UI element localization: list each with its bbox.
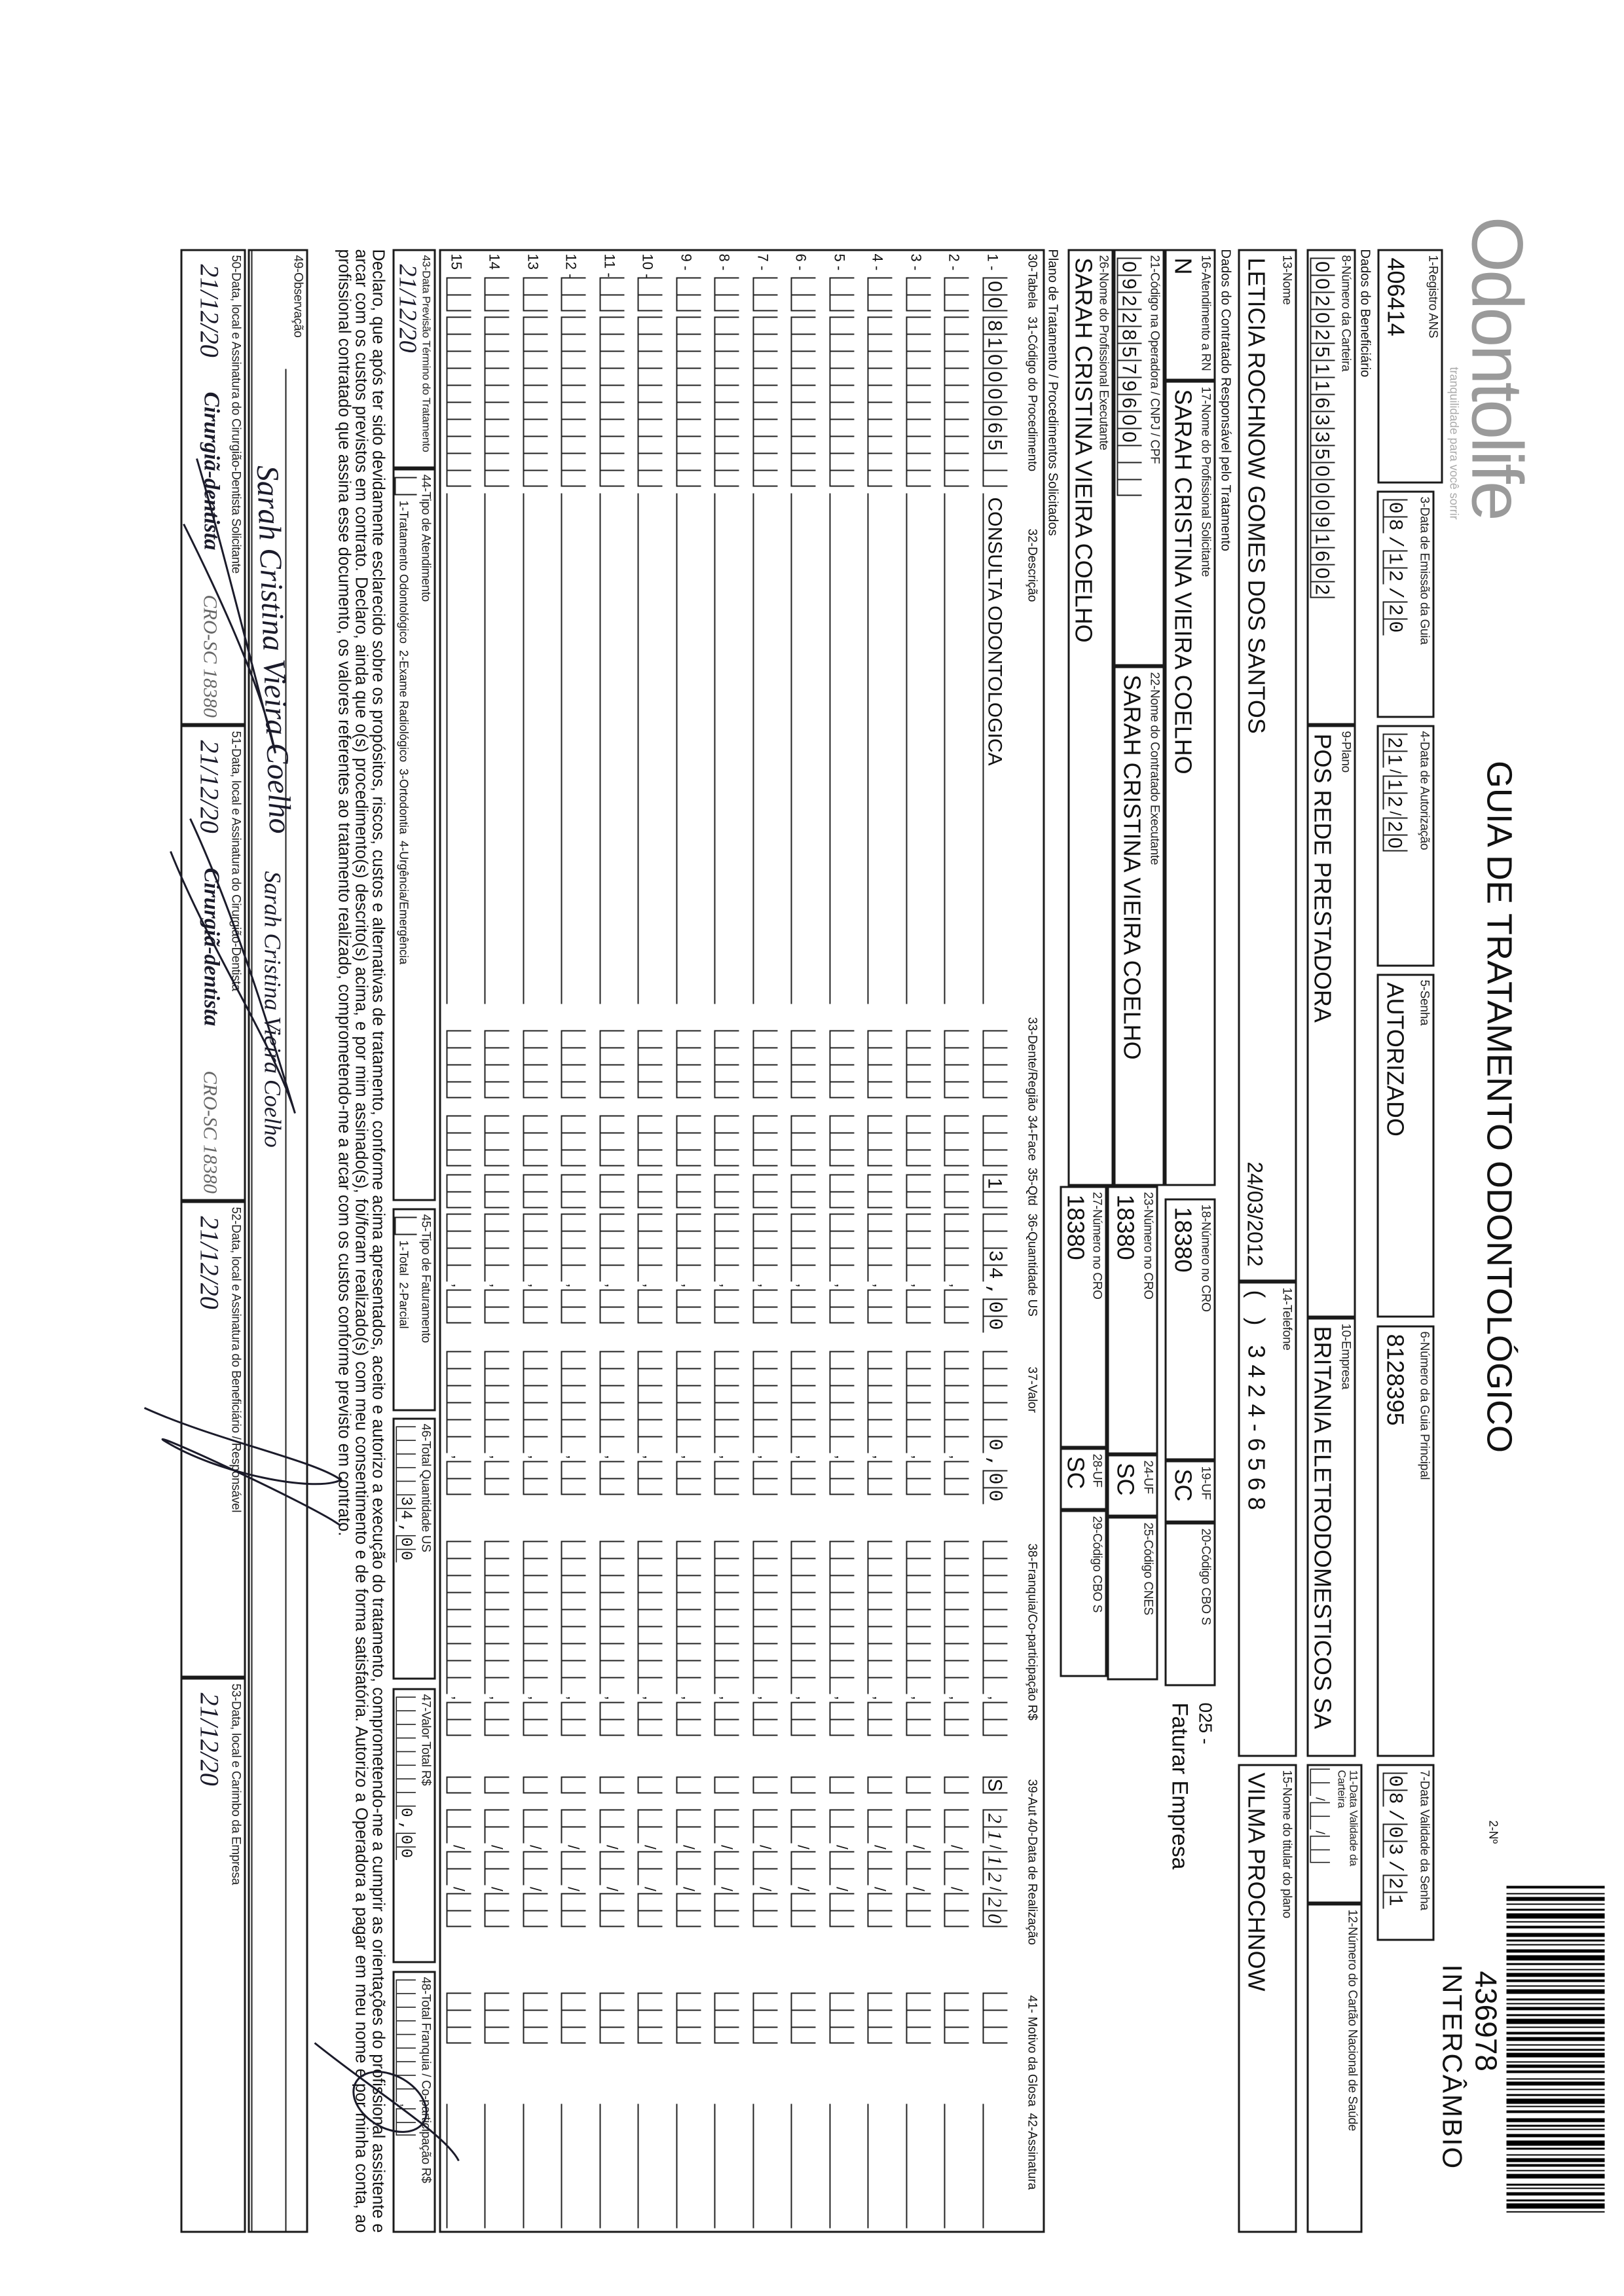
char-box: 2 — [982, 1809, 1007, 1826]
label: 48-Total Franquia / Co-participação R$ — [418, 1977, 432, 2183]
digit-value: 34,00 — [396, 1496, 414, 1565]
logo-text: Odontolife — [1456, 216, 1537, 519]
value: AUTORIZADO — [1382, 982, 1409, 1137]
digit-box: 5 — [1310, 445, 1335, 462]
char-box: , — [449, 1454, 467, 1459]
char-box: , — [717, 1283, 735, 1288]
char-box: / — [947, 1844, 965, 1850]
digit-box: 1 — [1310, 530, 1335, 547]
column-header: 40-Data de Realização — [1025, 1818, 1039, 1945]
digit-box: 2 — [1382, 733, 1407, 750]
char-box: , — [564, 1695, 582, 1700]
char-box: , — [602, 1283, 620, 1288]
digit-box: 0 — [1382, 834, 1407, 851]
char-box: 0 — [982, 350, 1007, 367]
char-box: 2 — [982, 1893, 1007, 1910]
label: 20-Código CBO S — [1198, 1528, 1212, 1625]
digit-box: 9 — [1116, 376, 1141, 393]
char-box: 1 — [982, 333, 1007, 350]
column-header: 34-Face — [1025, 1115, 1039, 1161]
char-box: / — [640, 1844, 659, 1850]
column-header: 36-Quantidade US — [1025, 1213, 1039, 1317]
char-box: , — [794, 1695, 812, 1700]
char-box: / — [526, 1886, 544, 1891]
char-box: , — [487, 1454, 506, 1459]
column-header: 37-Valor — [1025, 1366, 1039, 1413]
signature-stroke — [314, 2043, 458, 2160]
char-box: , — [909, 1695, 927, 1700]
char-box: , — [909, 1454, 927, 1459]
logo-tagline: tranquilidade para você sorrir — [1447, 367, 1460, 520]
char-box: / — [679, 1844, 697, 1850]
char-box: , — [526, 1454, 544, 1459]
page-title: GUIA DE TRATAMENTO ODONTOLÓGICO — [1479, 760, 1519, 1453]
billing-note: Faturar Empresa — [1167, 1702, 1192, 1870]
label: 51-Data, local e Assinatura do Cirurgião-Dentista — [229, 731, 242, 991]
birth-date: 24/03/2012 — [1243, 1161, 1266, 1266]
digit-box: 2 — [1116, 291, 1141, 308]
row-number: 6 - — [792, 253, 809, 270]
label: 13-Nome — [1280, 255, 1293, 305]
digit-box: 5 — [1116, 342, 1141, 359]
char-box: , — [832, 1695, 850, 1700]
char-box: , — [487, 1283, 506, 1288]
digit-value: 08/12/20 — [1383, 501, 1405, 638]
label: 3-Data de Emissão da Guia — [1417, 496, 1431, 644]
digit-box: 0 — [1116, 428, 1141, 445]
row-number: 8 - — [716, 253, 733, 270]
digit-box: 9 — [1310, 513, 1335, 530]
digit-box: 1 — [1310, 376, 1335, 393]
column-header: 32-Descrição — [1025, 528, 1039, 602]
digit-box: 0 — [1116, 410, 1141, 428]
handwritten-date: 21/12/20 — [194, 1692, 224, 1786]
declaration-text: Declaro, que após ter sido devidamente esclarecido sobre os propósitos, riscos, custos e alternativas de tratamento, conforme acima apresentados, aceito e autorizo a execução do tratamento, comprometendo-me a cumprir as orientações do profissional assistente e arcar com os custos previstos em contrato. Declaro, ainda que o(s) procedimento(s) descrito(s) acima, e por mim assinado(s), foi/foram realizado(s) com meu consentimento e de forma satisfatória. Autorizo a Operadora a pagar em meu nome e por minha conta, ao profissional contratado que assina esse documento, os valores referentes ao tratamento realizado, comprometendo-me a arcar com os custos conforme previsto em contrato. — [335, 249, 387, 2232]
char-box: S — [982, 1776, 1007, 1793]
char-box: , — [526, 1695, 544, 1700]
row-number: 9 - — [678, 253, 694, 270]
char-box: / — [602, 1844, 620, 1850]
separator: , — [398, 2103, 413, 2107]
char-box: , — [679, 1283, 697, 1288]
value: LETICIA ROCHNOW GOMES DOS SANTOS — [1243, 257, 1270, 734]
stamp-title: Cirurgiã-dentista — [199, 392, 223, 550]
options: 1-Total 2-Parcial — [397, 1240, 410, 1329]
separator: / — [1312, 1796, 1327, 1801]
digit-box: 3 — [1310, 410, 1335, 428]
handwritten-date: 21/12/20 — [194, 1216, 224, 1309]
guide-number: 436978 — [1469, 1971, 1503, 2071]
char-box: , — [449, 1283, 467, 1288]
value: BRITANIA ELETRODOMESTICOS SA — [1309, 1326, 1336, 1729]
digit-box: 6 — [1310, 547, 1335, 564]
separator: / — [1312, 1830, 1327, 1834]
label: 4-Data de Autorização — [1417, 731, 1431, 850]
value: 406414 — [1382, 257, 1409, 337]
char-box: , — [909, 1283, 927, 1288]
digit-box: 2 — [1310, 291, 1335, 308]
char-box: / — [602, 1886, 620, 1891]
char-box: 1 — [982, 1826, 1007, 1843]
label: 28-UF — [1090, 1453, 1103, 1487]
label: 25-Código CNES — [1141, 1522, 1154, 1615]
label: 26-Nome do Profissional Executante — [1096, 255, 1110, 450]
column-header: 30-Tabela — [1025, 253, 1039, 308]
label: 23-Número no CRO — [1141, 1192, 1154, 1300]
label: 18-Número no CRO — [1198, 1204, 1212, 1312]
char-box: , — [870, 1283, 889, 1288]
options: 1-Tratamento Odontológico 2-Exame Radiológico 3-Ortodontia 4-Urgência/Emergência — [397, 500, 410, 964]
char-box: / — [909, 1886, 927, 1891]
char-box: , — [947, 1695, 965, 1700]
char-box: , — [679, 1454, 697, 1459]
row-number: 7 - — [754, 253, 771, 270]
label: 44-Tipo de Atendimento — [418, 474, 432, 602]
row-number: 14 — [486, 253, 503, 270]
section-contratado: Dados do Contratado Responsável pelo Tratamento — [1218, 249, 1232, 551]
label: 47-Valor Total R$ — [418, 1694, 432, 1785]
digit-box: 1 — [1310, 359, 1335, 376]
char-box: , — [870, 1695, 889, 1700]
guide-type: INTERCÂMBIO — [1437, 1964, 1467, 2170]
label: 12-Número do Cartão Nacional de Saúde — [1345, 1909, 1359, 2131]
billing-code: 025 - — [1195, 1702, 1215, 1744]
char-box: 1 — [982, 1851, 1007, 1868]
digit-box: 0 — [1310, 479, 1335, 496]
digit-value: 0,00 — [396, 1807, 414, 1862]
char-box: 5 — [982, 435, 1007, 452]
signature-stroke — [144, 1408, 341, 1525]
digit-box: 6 — [1116, 393, 1141, 410]
char-box: , — [947, 1283, 965, 1288]
handwritten-date: 21/12/20 — [194, 740, 224, 833]
char-box: / — [870, 1886, 889, 1891]
column-header: 41- Motivo da Glosa — [1025, 1995, 1039, 2107]
char-box: , — [832, 1454, 850, 1459]
digit-box: 9 — [1116, 274, 1141, 291]
char-box: / — [449, 1886, 467, 1891]
char-box: , — [640, 1283, 659, 1288]
value: SARAH CRISTINA VIEIRA COELHO — [1070, 257, 1097, 643]
digit-box: 0 — [1310, 496, 1335, 513]
char-box: , — [717, 1454, 735, 1459]
stamp-cro: CRO-SC 18380 — [199, 594, 221, 718]
handwritten-date: 21/12/20 — [194, 264, 224, 357]
char-box: , — [832, 1283, 850, 1288]
label: 49-Observação — [291, 255, 304, 338]
char-box: / — [794, 1844, 812, 1850]
label: 17-Nome do Profissional Solicitante — [1198, 386, 1212, 577]
digit-box: 5 — [1310, 342, 1335, 359]
row-number: 5 - — [831, 253, 847, 270]
char-box: , — [794, 1454, 812, 1459]
column-header: 33-Dente/Região — [1025, 1017, 1039, 1111]
char-box: 0 — [982, 277, 1007, 294]
column-header: 42-Assinatura — [1025, 2113, 1039, 2190]
column-header: 31-Código do Procedimento — [1025, 316, 1039, 471]
cell-value: 0,00 — [983, 1438, 1005, 1506]
char-box: / — [564, 1886, 582, 1891]
digit-box: 2 — [1382, 792, 1407, 809]
digit-box: 3 — [1310, 428, 1335, 445]
stamp-cro: CRO-SC 18380 — [199, 1070, 221, 1194]
value: SARAH CRISTINA VIEIRA COELHO — [1170, 389, 1196, 774]
label: 14-Telefone — [1280, 1287, 1293, 1350]
char-box: / — [487, 1844, 506, 1850]
label: 8-Número da Carteira — [1338, 255, 1352, 371]
label: 15-Nome do titular do plano — [1280, 1770, 1293, 1918]
label: 1-Registro ANS — [1426, 255, 1439, 338]
label: 6-Número da Guia Principal — [1417, 1331, 1431, 1480]
value: SARAH CRISTINA VIEIRA COELHO — [1118, 674, 1145, 1060]
cell-descricao[interactable]: CONSULTA ODONTOLOGICA — [982, 493, 1007, 1004]
char-box: , — [947, 1454, 965, 1459]
char-box: / — [487, 1886, 506, 1891]
value: VILMA PROCHNOW — [1243, 1772, 1270, 1992]
char-box: / — [870, 1844, 889, 1850]
char-box: , — [756, 1454, 773, 1459]
digit-box: 2 — [1382, 817, 1407, 834]
section-beneficiario: Dados do Beneficiário — [1357, 249, 1372, 377]
char-box: , — [717, 1695, 735, 1700]
row-number: 10 - — [639, 253, 656, 278]
value: 8128395 — [1382, 1334, 1409, 1426]
value: 18380 — [1170, 1207, 1196, 1273]
value: ( ) 3424-6568 — [1243, 1290, 1270, 1517]
label: 43-Data Previsão Término do Tratamento — [420, 255, 432, 452]
signature-dentista: Sarah Cristina Vieira Coelho — [259, 871, 286, 1148]
label: 50-Data, local e Assinatura do Cirurgião-Dentista Solicitante — [229, 255, 242, 574]
char-box: 2 — [982, 1868, 1007, 1885]
digit-box: 1 — [1382, 750, 1407, 767]
label: 16-Atendimento a RN — [1198, 255, 1212, 371]
label: 53-Data, local e Carimbo da Empresa — [229, 1683, 242, 1885]
section-plano: Plano de Tratamento / Procedimentos Solicitados — [1045, 249, 1060, 536]
label: 11-Data Validade da Carteira — [1335, 1770, 1359, 1866]
value: 18380 — [1112, 1194, 1139, 1260]
digit-box: 8 — [1116, 325, 1141, 342]
char-box: , — [870, 1454, 889, 1459]
char-box: / — [986, 1844, 1003, 1850]
digit-box: 0 — [1310, 257, 1335, 274]
char-box: / — [756, 1886, 773, 1891]
signature-stroke — [183, 458, 275, 753]
label: 27-Número no CRO — [1090, 1192, 1103, 1300]
label: 5-Senha — [1417, 979, 1431, 1025]
digit-box: 0 — [1310, 308, 1335, 325]
char-box: , — [640, 1695, 659, 1700]
char-box: 8 — [982, 316, 1007, 333]
char-box: / — [832, 1886, 850, 1891]
row-number: 13 — [525, 253, 541, 270]
label: 22-Nome do Contratado Executante — [1147, 672, 1161, 865]
value: N — [1170, 257, 1196, 274]
char-box: / — [986, 1886, 1003, 1891]
value: SC — [1062, 1456, 1089, 1489]
digit-box: 2 — [1310, 581, 1335, 598]
char-box: / — [717, 1886, 735, 1891]
digit-box: 0 — [1310, 462, 1335, 479]
handwritten-date: 21/12/20 — [394, 264, 421, 353]
char-box: , — [449, 1695, 467, 1700]
value: SC — [1170, 1468, 1196, 1502]
char-box: / — [909, 1844, 927, 1850]
value: POS REDE PRESTADORA — [1309, 733, 1336, 1023]
label: 21-Código na Operadora / CNPJ / CPF — [1147, 255, 1161, 464]
char-box: 6 — [982, 418, 1007, 435]
char-box: , — [679, 1695, 697, 1700]
signature-observacao: Sarah Cristina Vieira Coelho — [249, 464, 297, 834]
digit-box: 0 — [1116, 257, 1141, 274]
column-header: 35-Qtd — [1025, 1167, 1039, 1206]
row-number: 3 - — [908, 253, 924, 270]
value: SC — [1112, 1463, 1139, 1496]
label: 45-Tipo de Faturamento — [418, 1214, 432, 1343]
label: 9-Plano — [1338, 731, 1352, 773]
char-box: 1 — [982, 1174, 1007, 1191]
char-box: / — [717, 1844, 735, 1850]
char-box: / — [756, 1844, 773, 1850]
char-box: / — [947, 1886, 965, 1891]
char-box: 0 — [982, 1910, 1007, 1927]
signature-stroke — [170, 818, 295, 1113]
char-box: , — [487, 1695, 506, 1700]
row-number: 1 - — [984, 253, 1001, 270]
char-box: / — [794, 1886, 812, 1891]
char-box: / — [564, 1844, 582, 1850]
char-box: , — [756, 1283, 773, 1288]
char-box: / — [832, 1844, 850, 1850]
row-number: 4 - — [869, 253, 886, 270]
char-box: , — [564, 1283, 582, 1288]
digit-value: 08/03/21 — [1383, 1775, 1405, 1912]
digit-box: 7 — [1116, 359, 1141, 376]
char-box: , — [602, 1695, 620, 1700]
separator: / — [1386, 811, 1403, 816]
stamp-title: Cirurgiã-dentista — [199, 867, 223, 1026]
char-box: , — [986, 1695, 1003, 1700]
char-box: 0 — [982, 367, 1007, 384]
label: 46-Total Quantidade US — [418, 1423, 432, 1552]
signature-stroke — [342, 2059, 437, 2143]
cell-value: 34,00 — [983, 1249, 1005, 1335]
char-box: / — [526, 1844, 544, 1850]
digit-box: 0 — [1310, 274, 1335, 291]
char-box: 0 — [982, 401, 1007, 418]
char-box: / — [679, 1886, 697, 1891]
char-box: 0 — [982, 384, 1007, 401]
digit-box: 2 — [1310, 325, 1335, 342]
digit-box: 6 — [1310, 393, 1335, 410]
row-number: 2 - — [946, 253, 963, 270]
digit-box: 0 — [1310, 564, 1335, 581]
row-number: 15 — [448, 253, 464, 270]
char-box: , — [640, 1454, 659, 1459]
label: 7-Data Validade da Senha — [1417, 1770, 1431, 1910]
row-number: 11 - — [601, 253, 618, 278]
column-header: 39-Aut — [1025, 1779, 1039, 1815]
char-box: , — [526, 1283, 544, 1288]
value: 18380 — [1062, 1194, 1089, 1260]
label: 19-UF — [1198, 1466, 1212, 1500]
char-box: / — [640, 1886, 659, 1891]
guide-number-label: 2-Nº — [1486, 1820, 1500, 1844]
digit-box: 2 — [1116, 308, 1141, 325]
char-box: , — [756, 1695, 773, 1700]
char-box: , — [794, 1283, 812, 1288]
char-box: , — [564, 1454, 582, 1459]
char-box: 0 — [982, 294, 1007, 311]
char-box: / — [449, 1844, 467, 1850]
char-box: , — [602, 1454, 620, 1459]
column-header: 38-Franquia/Co-participação R$ — [1025, 1543, 1039, 1721]
label: 29-Código CBO S — [1090, 1516, 1103, 1613]
label: 24-UF — [1141, 1460, 1154, 1494]
label: 52-Data, local e Assinatura do Beneficiário / Responsável — [229, 1207, 242, 1512]
row-number: 12 - — [563, 253, 580, 278]
separator: / — [1386, 769, 1403, 774]
digit-box: 1 — [1382, 775, 1407, 792]
label: 10-Empresa — [1338, 1323, 1352, 1389]
